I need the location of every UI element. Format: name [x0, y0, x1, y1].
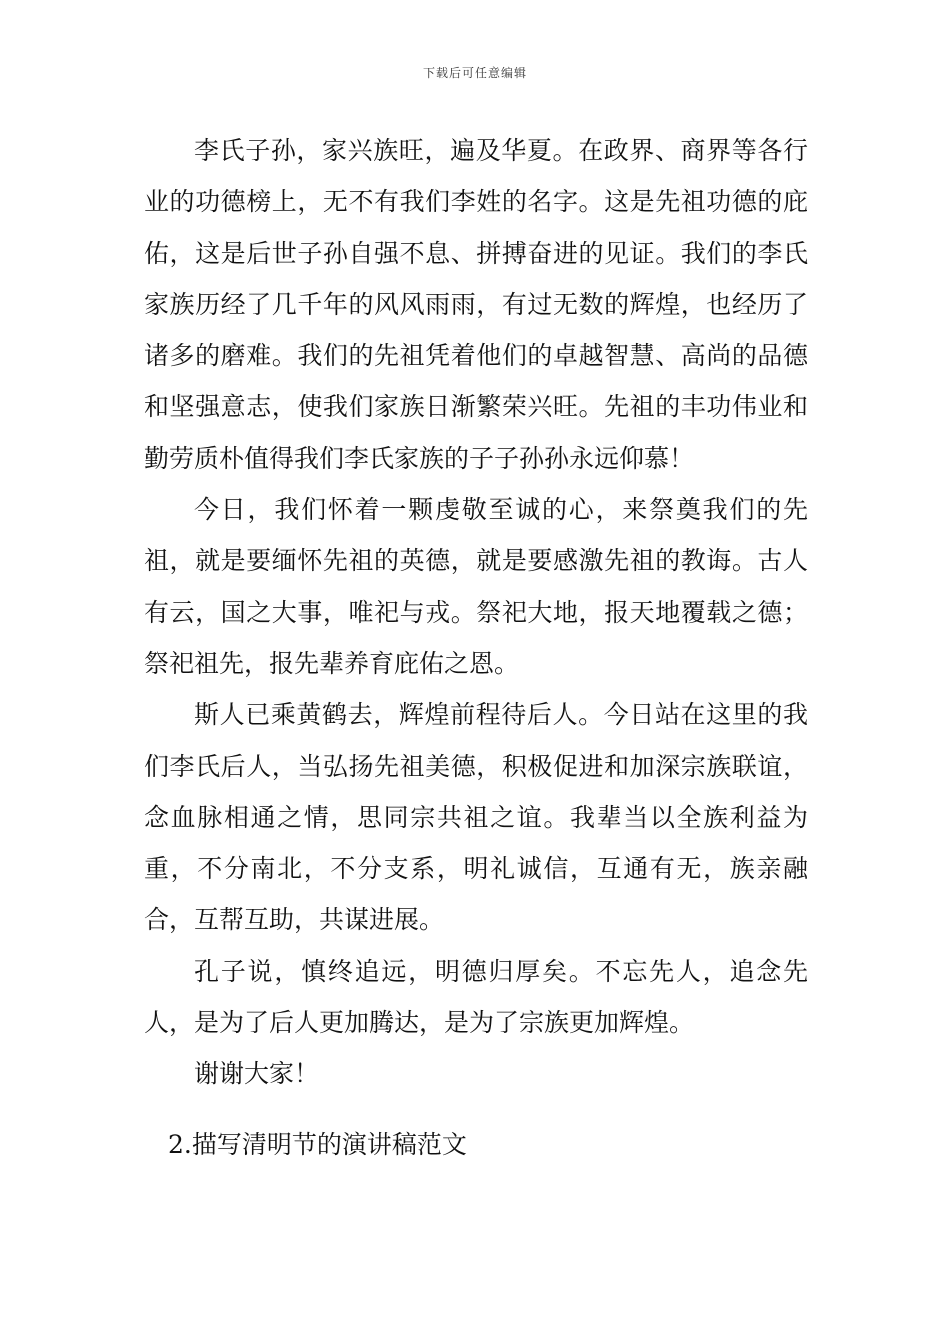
- section-heading: 2.描写清明节的演讲稿范文: [168, 1130, 467, 1159]
- paragraph-memorial: 今日，我们怀着一颗虔敬至诚的心，来祭奠我们的先祖，就是要缅怀先祖的英德，就是要感激先祖的教诲。古人有云，国之大事，唯祀与戎。祭祀大地，报天地覆载之德；祭祀祖先，报先辈养育庇佑之恩。: [144, 495, 808, 678]
- paragraph-ancestors: 李氏子孙，家兴族旺，遍及华夏。在政界、商界等各行业的功德榜上，无不有我们李姓的名字。这是先祖功德的庇佑，这是后世子孙自强不息、拼搏奋进的见证。我们的李氏家族历经了几千年的风风雨雨，有过无数的辉煌，也经历了诸多的磨难。我们的先祖凭着他们的卓越智慧、高尚的品德和坚强意志，使我们家族日渐繁荣兴旺。先祖的丰功伟业和勤劳质朴值得我们李氏家族的子子孙孙永远仰慕！: [144, 136, 808, 473]
- paragraph-confucius: 孔子说，慎终追远，明德归厚矣。不忘先人，追念先人，是为了后人更加腾达，是为了宗族更加辉煌。: [144, 956, 808, 1038]
- document-body: [144, 125, 808, 1100]
- page-header: 下载后可任意编辑: [422, 66, 527, 80]
- paragraph-descendants: 斯人已乘黄鹤去，辉煌前程待后人。今日站在这里的我们李氏后人，当弘扬先祖美德，积极促进和加深宗族联谊，念血脉相通之情，思同宗共祖之谊。我辈当以全族利益为重，不分南北，不分支系，明礼诚信，互通有无，族亲融合，互帮互助，共谋进展。: [144, 700, 808, 935]
- closing-thanks: 谢谢大家！: [194, 1059, 320, 1089]
